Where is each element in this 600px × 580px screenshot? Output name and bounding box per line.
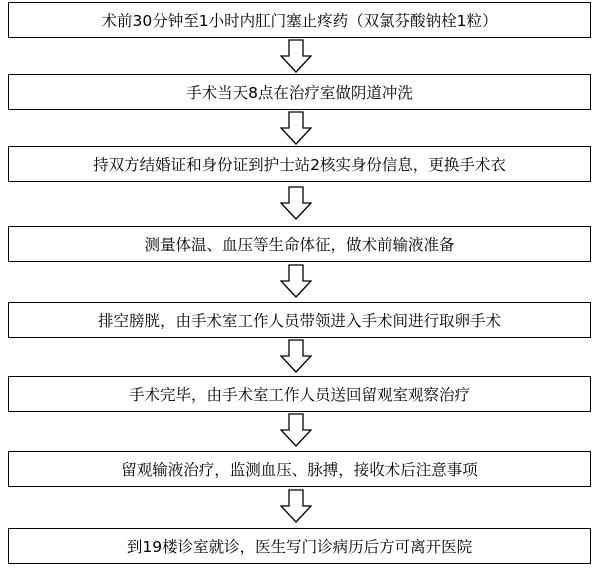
down-arrow-icon: [280, 111, 312, 145]
down-arrow-icon: [280, 264, 312, 298]
flow-step-7: [8, 451, 591, 487]
flow-step-8: [8, 528, 591, 564]
flow-step-7-text: 留观输液治疗，监测血压、脉搏，接收术后注意事项: [121, 461, 478, 479]
down-arrow-icon: [280, 413, 312, 447]
flow-step-1: [8, 2, 591, 38]
flow-step-3-text: 持双方结婚证和身份证到护士站2核实身份信息，更换手术衣: [93, 156, 506, 174]
flow-step-4: [8, 226, 591, 262]
flow-step-4-text: 测量体温、血压等生命体征，做术前输液准备: [144, 236, 455, 254]
flow-step-1-text: 术前30分钟至1小时内肛门塞止疼药（双氯芬酸钠栓1粒）: [101, 12, 498, 30]
flow-step-8-text: 到19楼诊室就诊，医生写门诊病历后方可离开医院: [126, 538, 473, 556]
flow-step-2: [8, 74, 591, 110]
down-arrow-icon: [280, 489, 312, 523]
flow-step-5-text: 排空膀胱，由手术室工作人员带领进入手术间进行取卵手术: [97, 312, 501, 330]
down-arrow-icon: [280, 339, 312, 373]
flow-step-6: [8, 376, 591, 412]
flow-step-2-text: 手术当天8点在治疗室做阴道冲洗: [186, 84, 413, 102]
flow-step-5: [8, 302, 591, 338]
flow-step-6-text: 手术完毕，由手术室工作人员送回留观室观察治疗: [128, 386, 470, 404]
flow-step-3: [8, 146, 591, 182]
down-arrow-icon: [280, 39, 312, 73]
down-arrow-icon: [280, 186, 312, 220]
